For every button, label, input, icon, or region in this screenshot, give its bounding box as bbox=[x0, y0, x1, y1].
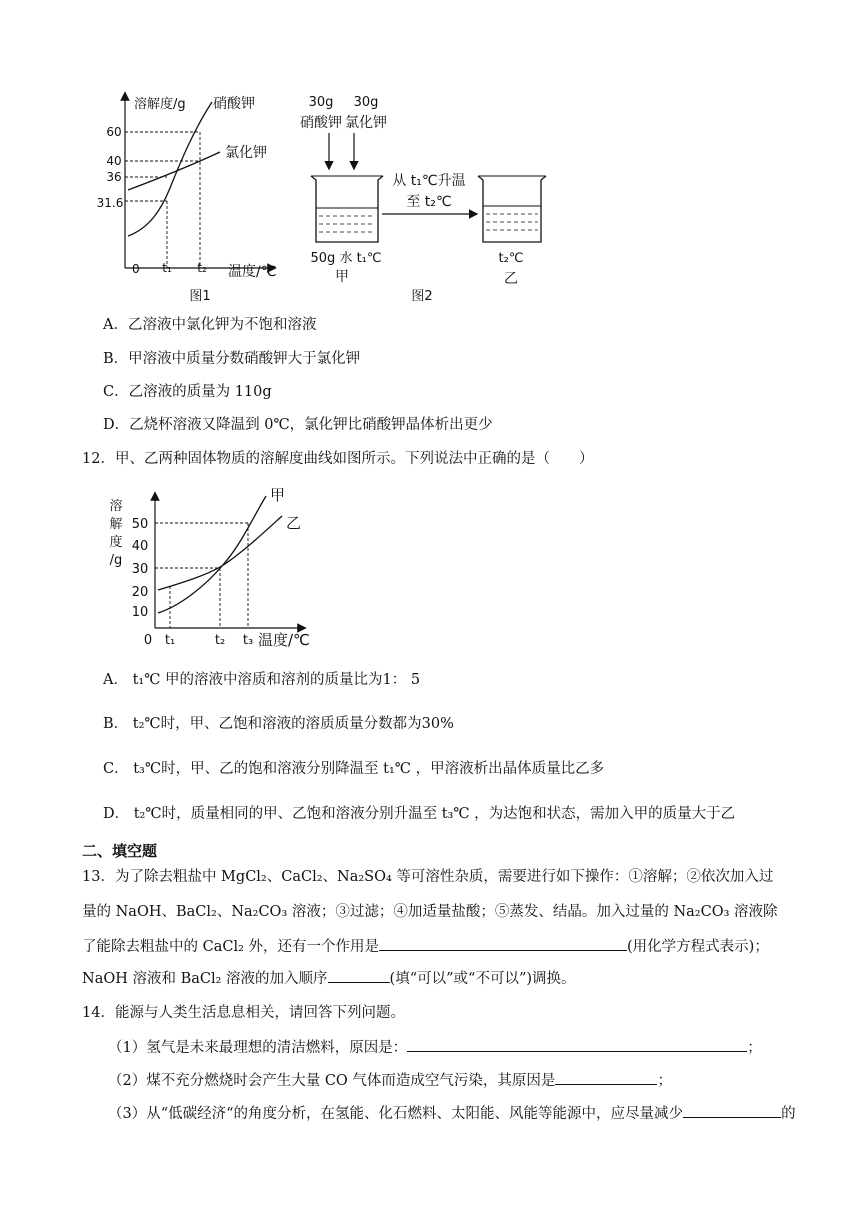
q13-line-4-text: NaOH 溶液和 BaCl₂ 溶液的加入顺序 bbox=[82, 971, 328, 987]
beaker-yi-label: t₂℃ bbox=[498, 251, 524, 266]
beaker-jia bbox=[311, 176, 383, 242]
substance-label: 硝酸钾 bbox=[300, 115, 342, 131]
beaker-jia-label: 50g 水 t₁℃ bbox=[310, 251, 382, 266]
y-axis-label-char: /g bbox=[109, 553, 123, 568]
y-tick: 40 bbox=[131, 539, 149, 554]
q14-part-1 bbox=[108, 1037, 762, 1058]
beaker-yi-name: 乙 bbox=[504, 271, 518, 287]
substance-label: 氯化钾 bbox=[345, 115, 387, 131]
q13-line-4-suffix: (填“可以”或“不可以”)调换。 bbox=[389, 971, 576, 987]
answer-blank-order[interactable] bbox=[328, 968, 390, 983]
series-b-label: 乙 bbox=[286, 514, 302, 532]
q14-part-2 bbox=[108, 1070, 672, 1091]
arrow-label-line1: 从 t₁℃升温 bbox=[392, 173, 466, 189]
potassium-chloride-curve bbox=[128, 152, 220, 190]
series-jia-curve bbox=[158, 496, 266, 613]
q12-option-a: A． t₁℃ 甲的溶液中溶质和溶剂的质量比为1： 5 bbox=[103, 672, 421, 688]
q13-line-4 bbox=[82, 968, 576, 989]
y-tick: 36 bbox=[106, 170, 122, 184]
q14-part-1-text: （1）氢气是未来最理想的清洁燃料，原因是： bbox=[108, 1040, 408, 1056]
q14-part-2-suffix: ； bbox=[657, 1073, 672, 1089]
q14-part-3 bbox=[108, 1103, 796, 1124]
x-axis-label: 温度/℃ bbox=[258, 631, 310, 649]
y-tick: 50 bbox=[131, 517, 149, 532]
x-axis-label: 温度/℃ bbox=[228, 264, 277, 280]
q11-option-d: D．乙烧杯溶液又降温到 0℃，氯化钾比硝酸钾晶体析出更少 bbox=[103, 417, 493, 433]
answer-blank-energy[interactable] bbox=[683, 1103, 781, 1118]
y-axis-label-char: 解 bbox=[109, 517, 123, 532]
q14-stem: 14．能源与人类生活息息相关，请回答下列问题。 bbox=[82, 1005, 405, 1021]
q12-solubility-chart bbox=[100, 478, 320, 656]
beaker-jia-name: 甲 bbox=[335, 269, 349, 285]
q14-part-3-suffix: 的 bbox=[781, 1106, 796, 1122]
answer-blank-hydrogen[interactable] bbox=[407, 1037, 747, 1052]
q14-part-2-text: （2）煤不充分燃烧时会产生大量 CO 气体而造成空气污染，其原因是 bbox=[108, 1073, 556, 1089]
y-tick: 10 bbox=[131, 605, 149, 620]
section-heading: 二、填空题 bbox=[82, 842, 158, 860]
series-a-label: 甲 bbox=[270, 486, 286, 504]
origin-label: 0 bbox=[132, 262, 140, 276]
q11-option-b: B．甲溶液中质量分数硝酸钾大于氯化钾 bbox=[103, 351, 361, 367]
x-tick: t₃ bbox=[242, 633, 254, 648]
figure-caption: 图1 bbox=[189, 289, 211, 304]
y-axis-label-char: 溶 bbox=[109, 499, 123, 514]
x-tick: t₁ bbox=[164, 633, 176, 648]
mass-label: 30g bbox=[353, 95, 379, 110]
x-tick: t₂ bbox=[197, 261, 207, 275]
y-tick: 30 bbox=[131, 562, 149, 577]
q13-line-1: 13．为了除去粗盐中 MgCl₂、CaCl₂、Na₂SO₄ 等可溶性杂质，需要进行如下操作：①溶解；②依次加入过 bbox=[82, 869, 774, 885]
figure-1-solubility-chart bbox=[90, 88, 300, 306]
y-tick: 31.6 bbox=[96, 196, 124, 210]
q13-line-2: 量的 NaOH、BaCl₂、Na₂CO₃ 溶液；③过滤；④加适量盐酸；⑤蒸发、结晶。加入过量的 Na₂CO₃ 溶液除 bbox=[82, 904, 778, 920]
y-axis-label: 溶解度/g bbox=[134, 97, 186, 112]
y-tick: 40 bbox=[106, 154, 122, 168]
q13-line-3-text: 了能除去粗盐中的 CaCl₂ 外，还有一个作用是 bbox=[82, 939, 380, 955]
y-tick: 20 bbox=[131, 585, 149, 600]
answer-blank-co[interactable] bbox=[555, 1070, 657, 1085]
q14-part-1-suffix: ； bbox=[747, 1040, 762, 1056]
x-tick: t₁ bbox=[162, 261, 172, 275]
q11-option-a: A．乙溶液中氯化钾为不饱和溶液 bbox=[103, 317, 317, 333]
series-b-label: 氯化钾 bbox=[225, 145, 267, 161]
q12-option-d: D． t₂℃时，质量相同的甲、乙饱和溶液分别升温至 t₃℃ ，为达饱和状态，需加入甲的质量大于乙 bbox=[103, 806, 736, 822]
figure-caption: 图2 bbox=[411, 289, 433, 304]
q13-line-3-suffix: (用化学方程式表示)； bbox=[627, 939, 769, 955]
series-a-label: 硝酸钾 bbox=[213, 96, 255, 112]
q12-option-b: B． t₂℃时，甲、乙饱和溶液的溶质质量分数都为30% bbox=[103, 716, 454, 732]
q13-line-3 bbox=[82, 936, 769, 957]
potassium-nitrate-curve bbox=[128, 102, 212, 236]
answer-blank-equation[interactable] bbox=[379, 936, 627, 951]
beaker-yi bbox=[478, 176, 546, 242]
y-tick: 60 bbox=[106, 125, 122, 139]
q11-option-c: C．乙溶液的质量为 110g bbox=[103, 384, 272, 400]
q12-stem: 12．甲、乙两种固体物质的溶解度曲线如图所示。下列说法中正确的是（ ） bbox=[82, 451, 594, 467]
q14-part-3-text: （3）从“低碳经济“的角度分析，在氢能、化石燃料、太阳能、风能等能源中，应尽量减少 bbox=[108, 1106, 684, 1122]
origin-label: 0 bbox=[143, 633, 153, 648]
y-axis-label-char: 度 bbox=[109, 535, 123, 550]
mass-label: 30g bbox=[308, 95, 334, 110]
q12-option-c: C． t₃℃时，甲、乙的饱和溶液分别降温至 t₁℃ ，甲溶液析出晶体质量比乙多 bbox=[103, 761, 605, 777]
arrow-label-line2: 至 t₂℃ bbox=[406, 194, 452, 210]
x-tick: t₂ bbox=[214, 633, 226, 648]
figure-2-experiment-diagram bbox=[294, 88, 564, 306]
